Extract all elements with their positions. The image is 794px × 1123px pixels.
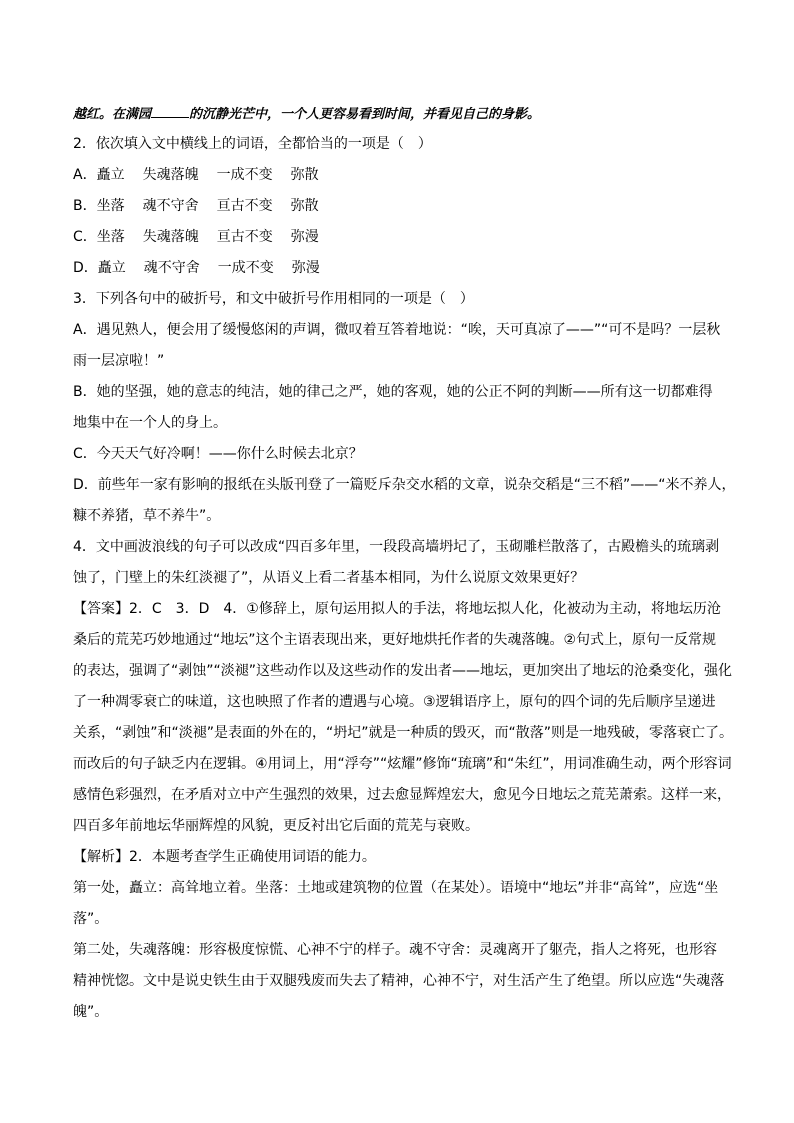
passage-text-after-blank: 的沉静光芒中，一个人更容易看到时间，并看见自己的身影。 bbox=[189, 107, 541, 122]
answer-line: 关系，“剥蚀”和“淡褪”是表面的外在的，“坍圮”就是一种质的毁灭，而“散落”则是一地残破，零落衰亡了。 bbox=[73, 725, 734, 741]
q3-line: C．今天天气好冷啊！——你什么时候去北京？ bbox=[73, 446, 363, 462]
option-letter: C． bbox=[73, 229, 97, 245]
option-word: 一成不变 bbox=[217, 260, 274, 276]
option-word: 一成不变 bbox=[216, 167, 273, 183]
option-word: 弥散 bbox=[290, 198, 319, 214]
answer-line: 了一种凋零衰亡的味道，这也映照了作者的遭遇与心境。③逻辑语序上，原句的四个词的先后顺序呈递进 bbox=[73, 694, 716, 710]
question-4-line: 4．文中画波浪线的句子可以改成“四百多年里，一段段高墙坍圮了，玉砌雕栏散落了，古殿檐头的琉璃剥 bbox=[73, 539, 720, 555]
option-word: 失魂落魄 bbox=[142, 229, 199, 245]
option-word: 矗立 bbox=[97, 260, 126, 276]
analysis-line: 第二处，失魂落魄：形容极度惊慌、心神不宁的样子。魂不守舍：灵魂离开了躯壳，指人之将死，也形容 bbox=[73, 942, 717, 958]
answer-line: 的表达，强调了“剥蚀”“淡褪”这些动作以及这些动作的发出者——地坛，更加突出了地坛的沧桑变化，强化 bbox=[73, 663, 733, 679]
option-word: 失魂落魄 bbox=[142, 167, 199, 183]
answer-line: 四百多年前地坛华丽辉煌的风貌，更反衬出它后面的荒芜与衰败。 bbox=[73, 818, 479, 834]
question-2-stem: 2．依次填入文中横线上的词语，全都恰当的一项是（ ） bbox=[73, 136, 432, 152]
analysis-line: 落”。 bbox=[73, 911, 109, 927]
q3-line: A．遇见熟人，便会用了缓慢悠闲的声调，微叹着互答着地说：“唉，天可真凉了——”“可不是吗？一层秋 bbox=[73, 322, 721, 338]
answer-line: 【答案】2．C 3．D 4．①修辞上，原句运用拟人的手法，将地坛拟人化，化被动为主动，将地坛历沧 bbox=[73, 601, 721, 617]
option-word: 矗立 bbox=[96, 167, 125, 183]
q3-line: 雨一层凉啦！” bbox=[73, 353, 165, 369]
analysis-line: 魄”。 bbox=[73, 1004, 109, 1020]
q2-option-c bbox=[73, 227, 337, 247]
q2-option-b bbox=[73, 196, 337, 216]
option-word: 弥漫 bbox=[291, 260, 320, 276]
option-word: 魂不守舍 bbox=[142, 198, 199, 214]
question-4-line: 蚀了，门壁上的朱红淡褪了”，从语义上看二者基本相同，为什么说原文效果更好？ bbox=[73, 570, 585, 586]
q2-option-d bbox=[73, 258, 338, 278]
question-3-stem: 3．下列各句中的破折号，和文中破折号作用相同的一项是（ ） bbox=[73, 291, 474, 307]
option-word: 坐落 bbox=[96, 229, 125, 245]
option-letter: D． bbox=[73, 260, 98, 276]
option-word: 弥散 bbox=[290, 167, 319, 183]
passage-text-before-blank: 越红。在满园 bbox=[73, 107, 152, 122]
analysis-line: 【解析】2．本题考查学生正确使用词语的能力。 bbox=[73, 849, 376, 865]
answer-line: 桑后的荒芜巧妙地通过“地坛”这个主语表现出来，更好地烘托作者的失魂落魄。②句式上，原句一反常规 bbox=[73, 632, 717, 648]
analysis-line: 第一处，矗立：高耸地立着。坐落：土地或建筑物的位置（在某处）。语境中“地坛”并非“高耸”，应选“坐 bbox=[73, 880, 719, 896]
passage-line bbox=[73, 103, 540, 125]
q3-line: 糠不养猪，草不养牛”。 bbox=[73, 508, 221, 524]
q3-line: B．她的坚强，她的意志的纯洁，她的律己之严，她的客观，她的公正不阿的判断——所有这一切都难得 bbox=[73, 384, 713, 400]
option-word: 弥漫 bbox=[290, 229, 319, 245]
answer-line: 而改后的句子缺乏内在逻辑。④用词上，用“浮夸”“炫耀”修饰“琉璃”和“朱红”，用词准确生动，两个形容词 bbox=[73, 756, 732, 772]
option-word: 坐落 bbox=[96, 198, 125, 214]
option-word: 亘古不变 bbox=[216, 198, 273, 214]
q3-line: D．前些年一家有影响的报纸在头版刊登了一篇贬斥杂交水稻的文章，说杂交稻是“三不稻”——“米不养人， bbox=[73, 477, 736, 493]
option-word: 亘古不变 bbox=[216, 229, 273, 245]
q2-option-a bbox=[73, 165, 337, 185]
option-letter: B． bbox=[73, 198, 97, 214]
q3-line: 地集中在一个人的身上。 bbox=[73, 415, 227, 431]
analysis-line: 精神恍惚。文中是说史铁生由于双腿残废而失去了精神，心神不宁，对生活产生了绝望。所以应选“失魂落 bbox=[73, 973, 725, 989]
answer-line: 感情色彩强烈，在矛盾对立中产生强烈的效果，过去愈显辉煌宏大，愈见今日地坛之荒芜萧索。这样一来， bbox=[73, 787, 731, 803]
option-letter: A． bbox=[73, 167, 97, 183]
fill-blank bbox=[151, 103, 189, 118]
option-word: 魂不守舍 bbox=[143, 260, 200, 276]
